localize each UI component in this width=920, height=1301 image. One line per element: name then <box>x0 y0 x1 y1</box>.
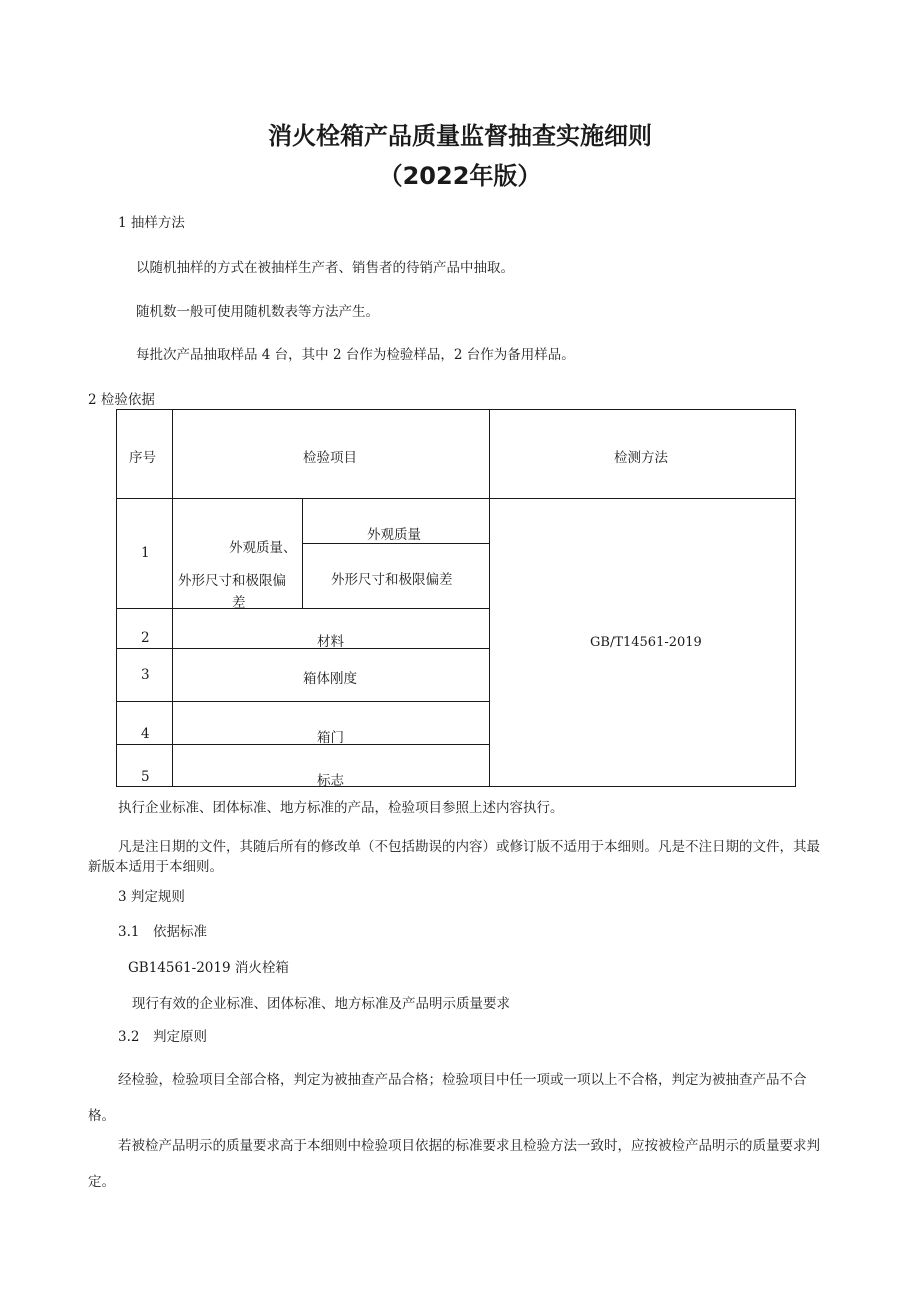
sub-item: 外观质量 <box>367 527 421 543</box>
row-seq: 4 <box>141 726 150 742</box>
row-seq: 2 <box>141 630 150 646</box>
row-item: 箱体刚度 <box>303 671 357 687</box>
row-item: 材料 <box>317 634 344 650</box>
table-row <box>116 648 173 702</box>
table-sub-cell <box>302 498 490 544</box>
group-label-line: 外观质量、 <box>229 540 297 556</box>
row-seq: 5 <box>141 769 150 785</box>
section-2-heading: 2 检验依据 <box>88 392 155 408</box>
table-row <box>116 701 173 745</box>
section-3-2-heading: 3.2 判定原则 <box>118 1029 207 1045</box>
section-1-paragraph: 随机数一般可使用随机数表等方法产生。 <box>136 304 379 320</box>
table-group-cell <box>172 498 303 609</box>
standard-item: GB14561-2019 消火栓箱 <box>128 960 289 976</box>
table-row <box>116 498 173 609</box>
header-seq: 序号 <box>129 450 156 466</box>
group-label-line: 外形尺寸和极限偏 <box>178 573 286 589</box>
method-cell <box>489 498 796 787</box>
row-seq: 1 <box>141 545 150 561</box>
section-1-paragraph: 每批次产品抽取样品 4 台，其中 2 台作为检验样品，2 台作为备用样品。 <box>136 347 575 363</box>
row-item: 箱门 <box>317 730 344 746</box>
group-label-line: 差 <box>232 595 246 611</box>
row-seq: 3 <box>141 667 150 683</box>
header-method: 检测方法 <box>614 450 668 466</box>
row-item: 标志 <box>317 773 344 789</box>
document-edition: （2022年版） <box>378 162 542 190</box>
table-header-cell <box>116 409 173 499</box>
inspection-table <box>116 409 796 787</box>
table-item-cell <box>172 701 490 745</box>
table-item-cell <box>172 608 490 649</box>
section-3-1-heading: 3.1 依据标准 <box>118 924 207 940</box>
section-1-heading: 1 抽样方法 <box>118 215 185 231</box>
method-standard: GB/T14561-2019 <box>590 635 702 650</box>
judgement-paragraph: 若被检产品明示的质量要求高于本细则中检验项目依据的标准要求且检验方法一致时，应按被检产品明示的质量要求判定。 <box>88 1138 820 1190</box>
table-item-cell <box>172 744 490 787</box>
table-sub-cell <box>302 543 490 609</box>
table-row <box>116 744 173 787</box>
table-header-cell <box>489 409 796 499</box>
section-3-heading: 3 判定规则 <box>118 889 185 905</box>
section-1-paragraph: 以随机抽样的方式在被抽样生产者、销售者的待销产品中抽取。 <box>136 260 514 276</box>
document-title: 消火栓箱产品质量监督抽查实施细则 <box>268 122 652 150</box>
section-2-note: 执行企业标准、团体标准、地方标准的产品，检验项目参照上述内容执行。 <box>118 800 564 816</box>
table-item-cell <box>172 648 490 702</box>
standard-item: 现行有效的企业标准、团体标准、地方标准及产品明示质量要求 <box>132 996 510 1012</box>
table-row <box>116 608 173 649</box>
judgement-paragraph: 经检验，检验项目全部合格，判定为被抽查产品合格；检验项目中任一项或一项以上不合格，判定为被抽查产品不合格。 <box>88 1072 807 1124</box>
table-header-cell <box>172 409 490 499</box>
sub-item: 外形尺寸和极限偏差 <box>331 572 453 588</box>
header-item: 检验项目 <box>303 450 357 466</box>
section-2-note: 凡是注日期的文件，其随后所有的修改单（不包括勘误的内容）或修订版不适用于本细则。凡是不注日期的文件，其最新版本适用于本细则。 <box>88 839 820 875</box>
